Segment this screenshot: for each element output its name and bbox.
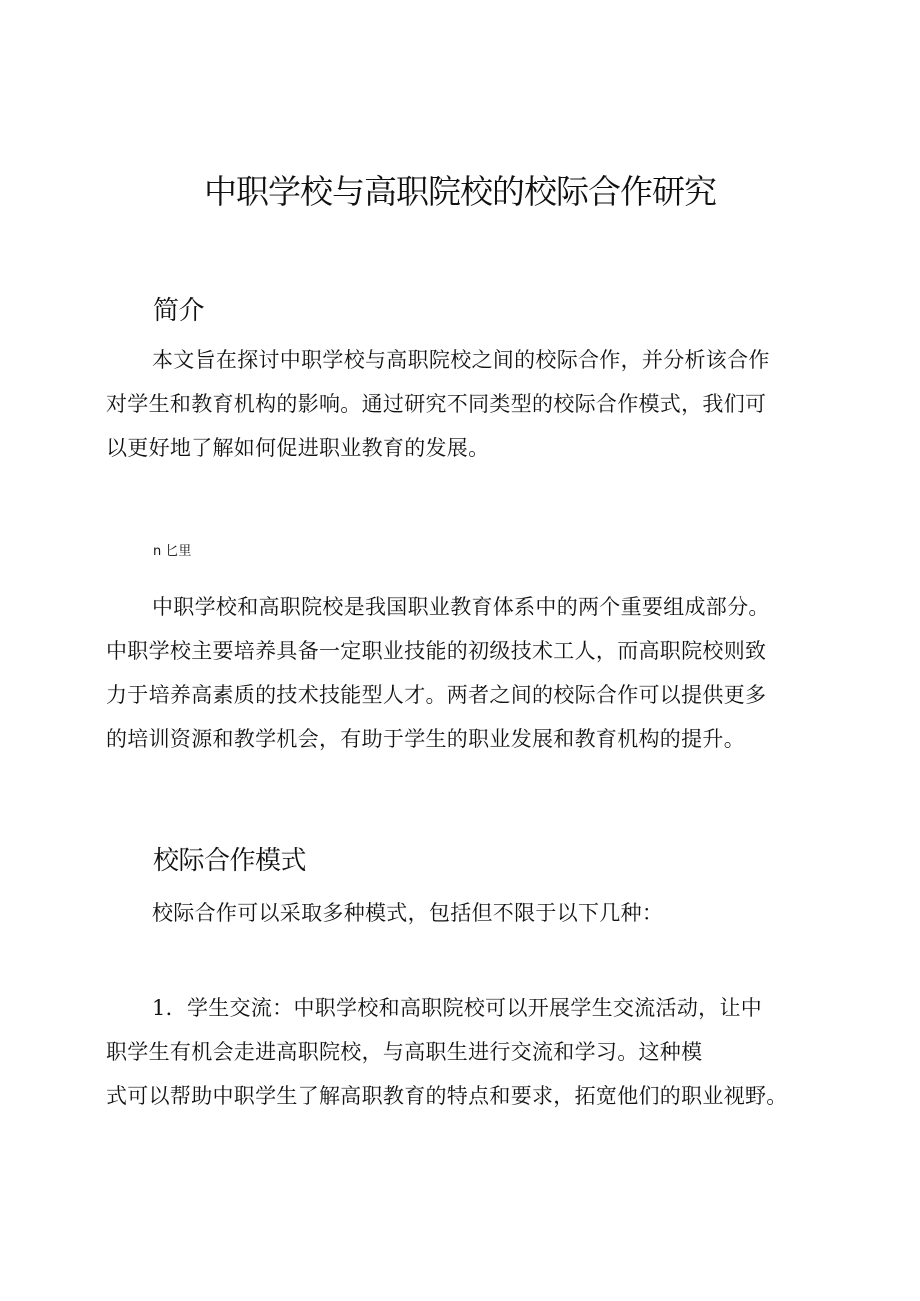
intro-paragraph (106, 338, 834, 470)
intro-line-3: 以更好地了解如何促进职业教育的发展。 (106, 436, 490, 460)
item1-line-2: 职学生有机会走进高职院校，与高职生进行交流和学习。这种模 (106, 1040, 703, 1064)
models-heading: 校际合作模式 (153, 846, 307, 876)
item1-line-1: 1．学生交流：中职学校和高职院校可以开展学生交流活动，让中 (152, 996, 763, 1020)
background-line-1: 中职学校和高职院校是我国职业教育体系中的两个重要组成部分。 (152, 595, 770, 619)
background-line-2: 中职学校主要培养具备一定职业技能的初级技术工人，而高职院校则致 (106, 639, 767, 663)
intro-heading: 简介 (153, 296, 205, 326)
item1-line-3: 式可以帮助中职学生了解高职教育的特点和要求，拓宽他们的职业视野。 (106, 1084, 788, 1108)
background-line-3: 力于培养高素质的技术技能型人才。两者之间的校际合作可以提供更多 (106, 683, 767, 707)
intro-line-1: 本文旨在探讨中职学校与高职院校之间的校际合作，并分析该合作 (152, 348, 770, 372)
intro-line-2: 对学生和教育机构的影响。通过研究不同类型的校际合作模式，我们可 (106, 392, 767, 416)
models-item-1 (106, 986, 834, 1118)
background-paragraph (106, 585, 834, 761)
models-intro (106, 891, 834, 935)
background-label: n 匕里 (153, 544, 192, 559)
models-intro-line: 校际合作可以采取多种模式，包括但不限于以下几种： (152, 901, 664, 925)
document-title: 中职学校与高职院校的校际合作研究 (204, 172, 716, 211)
background-line-4: 的培训资源和教学机会，有助于学生的职业发展和教育机构的提升。 (106, 727, 745, 751)
